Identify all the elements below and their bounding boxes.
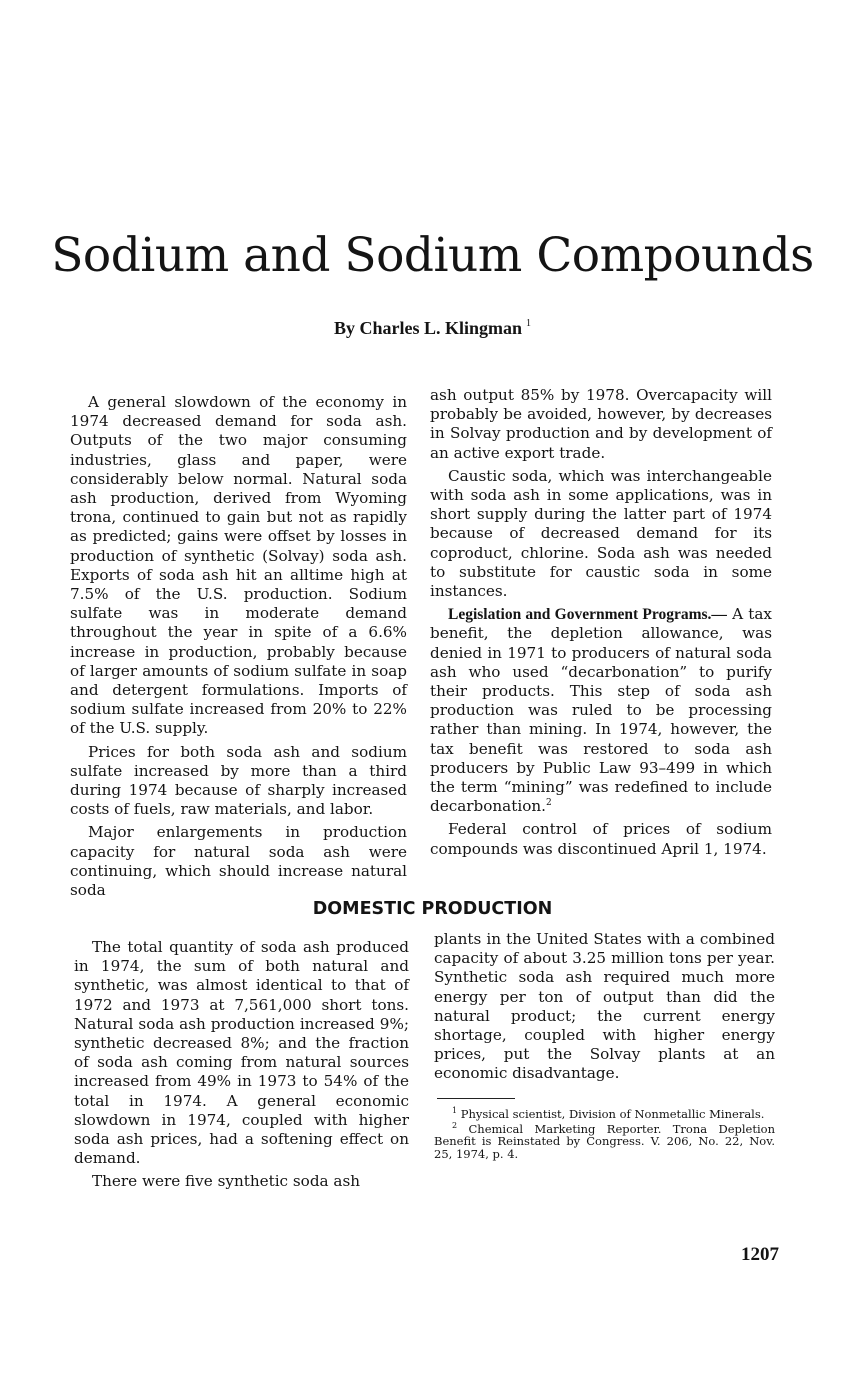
intro-column-right — [430, 386, 772, 859]
intro-column-left — [70, 393, 407, 900]
footnote-2-text: Chemical Marketing Reporter. Trona Depletion Benefit is Reinstated by Congress. V. 206, No. 22, Nov. 25, 1974, p. 4. — [434, 1121, 775, 1161]
intro-paragraph-caustic-soda: Caustic soda, which was interchangeable with soda ash in some applications, was in short supply during the latter part of 1974 because of decreased demand for its coproduct, chlorine. Soda ash was needed to substitute for caustic soda in some instances. — [430, 466, 772, 601]
domestic-column-left — [74, 938, 409, 1192]
article-title: Sodium and Sodium Compounds — [51, 228, 814, 283]
footnote-1-text: Physical scientist, Division of Nonmetallic Minerals. — [460, 1106, 765, 1121]
section-heading-domestic-production: DOMESTIC PRODUCTION — [312, 899, 553, 919]
intro-paragraph-prices: Prices for both soda ash and sodium sulfate increased by more than a third during 1974 because of sharply increased costs of fuels, raw materials, and labor. — [70, 742, 407, 819]
page-number: 1207 — [741, 1244, 779, 1265]
domestic-paragraph-synthetic-plants: There were five synthetic soda ash — [92, 1172, 361, 1191]
domestic-paragraph-total-quantity: The total quantity of soda ash produced in 1974, the sum of both natural and synthetic, was almost identical to that of 1972 and 1973 at 7,561,000 short tons. Natural soda ash production increased 9%; synthetic decreased 8%; and the fraction of soda ash coming from natural sources increased from 49% in 1973 to 54% of the total in 1974. A general economic slowdown in 1974, coupled with higher soda ash prices, had a softening effect on demand. — [74, 938, 409, 1168]
intro-paragraph-legislation — [430, 605, 772, 816]
footnote-divider — [437, 1098, 515, 1099]
intro-paragraph-enlargements: Major enlargements in production capacity for natural soda ash were continuing, which should increase natural soda — [70, 823, 407, 900]
footnote-ref-2: 2 — [545, 798, 552, 809]
footnote-2-mark: 2 — [452, 1120, 458, 1130]
author-name: By Charles L. Klingman — [333, 318, 523, 338]
footnote-1 — [434, 1105, 775, 1120]
footnote-2 — [434, 1120, 775, 1160]
legislation-heading: Legislation and Government Programs.— — [448, 606, 727, 624]
intro-paragraph-continued: ash output 85% by 1978. Overcapacity will probably be avoided, however, by decreases in Solvay production and by development of an active export trade. — [430, 386, 772, 462]
footnote-1-mark: 1 — [452, 1105, 458, 1115]
intro-paragraph-summary: A general slowdown of the economy in 1974 decreased demand for soda ash. Outputs of the two major consuming industries, glass and paper, were considerably below normal. Natural soda ash production, derived from Wyoming trona, continued to gain but not as rapidly as predicted; gains were offset by losses in production of synthetic (Solvay) soda ash. Exports of soda ash hit an alltime high at 7.5% of the U.S. production. Sodium sulfate was in moderate demand throughout the year in spite of a 6.6% increase in production, probably because of larger amounts of sodium sulfate in soap and detergent formulations. Imports of sodium sulfate increased from 20% to 22% of the U.S. supply. — [70, 393, 407, 738]
intro-paragraph-federal-control: Federal control of prices of sodium compounds was discontinued April 1, 1974. — [430, 820, 772, 858]
domestic-paragraph-continued: plants in the United States with a combined capacity of about 3.25 million tons per year. Synthetic soda ash required much more energy per ton of output than did the natural product; the current energy shortage, coupled with higher energy prices, put the Solvay plants at an economic disadvantage. — [434, 930, 775, 1083]
byline — [0, 318, 865, 339]
domestic-column-right — [434, 930, 775, 1160]
legislation-text: A tax benefit, the depletion allowance, was denied in 1971 to producers of natural soda ash who used “decarbonation” to purify their products. This step of soda ash production was ruled to be processing rather than mining. In 1974, however, the tax benefit was restored to soda ash producers by Public Law 93–499 in which the term “mining” was redefined to include decarbonation. — [430, 605, 772, 816]
author-footnote-mark: 1 — [526, 318, 532, 329]
